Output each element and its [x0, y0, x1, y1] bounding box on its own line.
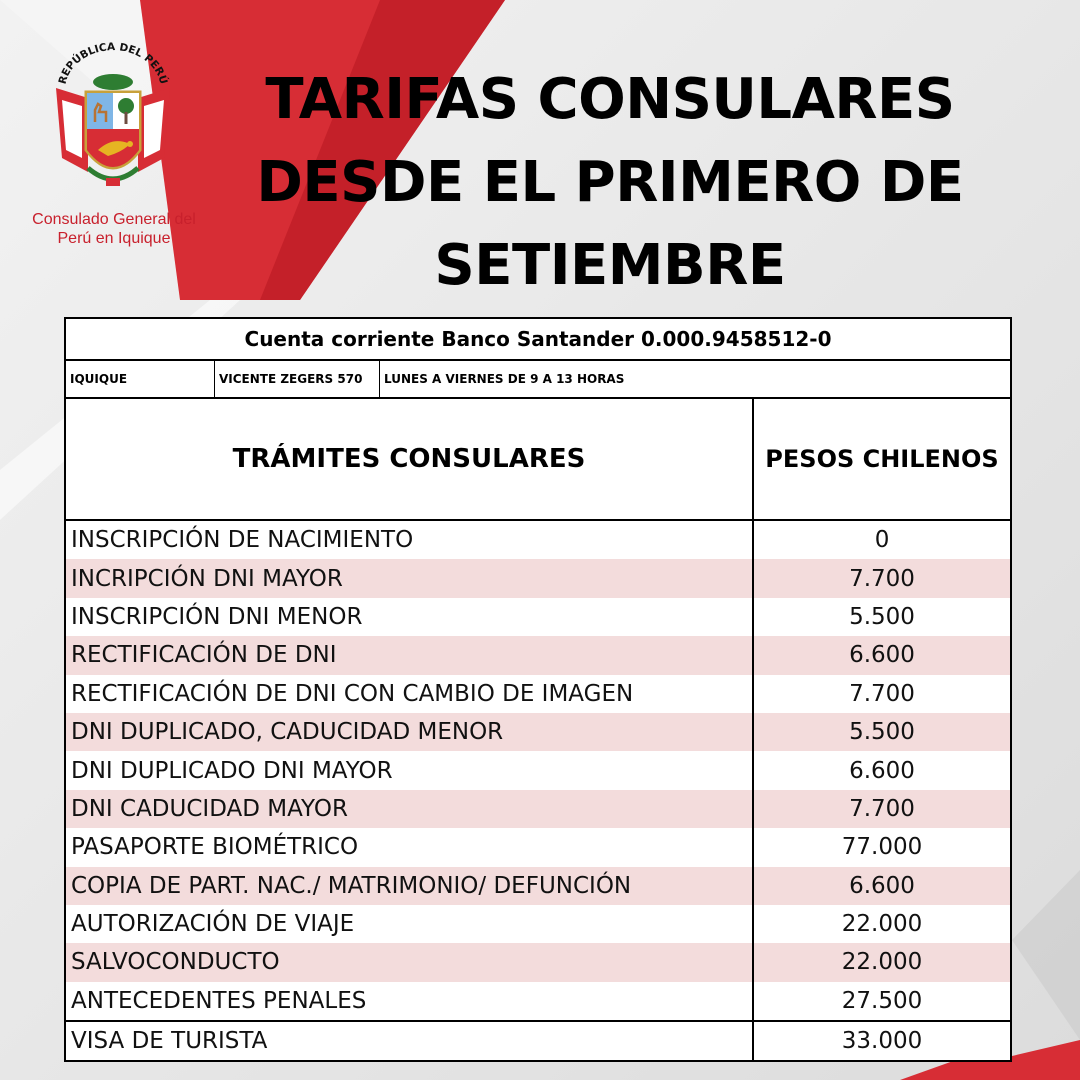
svg-text:REPÚBLICA DEL PERÚ: REPÚBLICA DEL PERÚ [56, 41, 170, 86]
service-fee: 7.700 [753, 790, 1011, 828]
service-name: SALVOCONDUCTO [65, 943, 753, 981]
service-fee: 0 [753, 520, 1011, 559]
service-fee: 6.600 [753, 751, 1011, 789]
service-name: PASAPORTE BIOMÉTRICO [71, 834, 359, 861]
service-name: AUTORIZACIÓN DE VIAJE [71, 911, 355, 938]
table-row [65, 675, 1011, 713]
service-fee: 6.600 [753, 867, 1011, 905]
table-row [65, 790, 1011, 828]
table-row [65, 559, 1011, 597]
table-row [65, 636, 1011, 674]
service-name: DNI DUPLICADO, CADUCIDAD MENOR [65, 713, 753, 751]
table-row [65, 943, 1011, 981]
table-row [65, 1021, 1011, 1061]
office-info-row [65, 360, 1011, 398]
service-fee: 5.500 [753, 713, 1011, 751]
title-line-1: TARIFAS CONSULARES [265, 67, 955, 132]
table-row [65, 713, 1011, 751]
table-header-row [65, 398, 1011, 520]
service-name: INSCRIPCIÓN DNI MENOR [71, 603, 363, 630]
service-name: INCRIPCIÓN DNI MAYOR [65, 559, 753, 597]
consulate-name-line-1: Consulado General del [32, 211, 196, 228]
table-row [65, 828, 1011, 866]
bank-account-text: Cuenta corriente Banco Santander 0.000.9458512-0 [65, 318, 1011, 360]
service-name: COPIA DE PART. NAC./ MATRIMONIO/ DEFUNCIÓN [65, 867, 753, 905]
service-fee: 22.000 [753, 943, 1011, 981]
service-name: ANTECEDENTES PENALES [71, 987, 367, 1014]
service-fee: 33.000 [753, 1021, 1011, 1061]
office-city: IQUIQUE [66, 361, 215, 397]
tariff-table [64, 317, 1012, 1062]
bank-account-row [65, 318, 1011, 360]
service-name: DNI DUPLICADO DNI MAYOR [71, 757, 393, 784]
service-name: VISA DE TURISTA [65, 1021, 753, 1061]
service-fee: 7.700 [753, 675, 1011, 713]
table-row [65, 751, 1011, 789]
service-name: INSCRIPCIÓN DE NACIMIENTO [71, 527, 414, 554]
service-name: DNI CADUCIDAD MAYOR [65, 790, 753, 828]
table-row [65, 905, 1011, 943]
title-line-2: DESDE EL PRIMERO DE [256, 150, 964, 215]
consulate-name-line-2: Perú en Iquique [57, 230, 171, 247]
page-title [240, 58, 980, 307]
service-fee: 5.500 [753, 598, 1011, 636]
title-line-3: SETIEMBRE [434, 233, 786, 298]
column-header-fee: PESOS CHILENOS [753, 398, 1011, 520]
table-row [65, 867, 1011, 905]
service-fee: 27.500 [753, 982, 1011, 1021]
service-fee: 7.700 [753, 559, 1011, 597]
service-name: RECTIFICACIÓN DE DNI CON CAMBIO DE IMAGEN [71, 680, 634, 707]
service-fee: 77.000 [753, 828, 1011, 866]
service-fee: 6.600 [753, 636, 1011, 674]
peru-coat-of-arms-icon [48, 40, 178, 200]
column-header-service: TRÁMITES CONSULARES [65, 398, 753, 520]
office-address: VICENTE ZEGERS 570 [215, 361, 380, 397]
table-row [65, 598, 1011, 636]
consulate-name [14, 210, 214, 248]
service-fee: 22.000 [753, 905, 1011, 943]
table-row [65, 520, 1011, 559]
service-name: RECTIFICACIÓN DE DNI [65, 636, 753, 674]
table-row [65, 982, 1011, 1021]
office-hours: LUNES A VIERNES DE 9 A 13 HORAS [384, 372, 625, 386]
